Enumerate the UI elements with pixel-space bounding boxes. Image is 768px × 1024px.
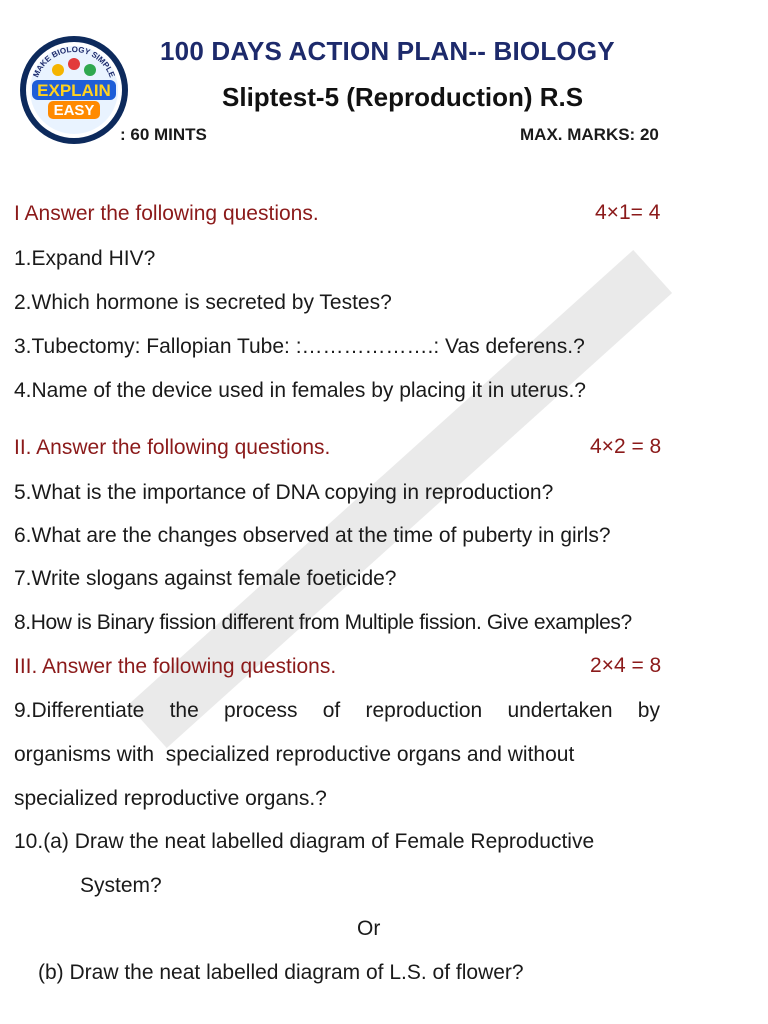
q9-word: undertaken: [507, 699, 613, 722]
logo-top-text: MAKE BIOLOGY SIMPLE: [31, 44, 117, 79]
question-10b: (b) Draw the neat labelled diagram of L.S. of flower?: [38, 961, 524, 984]
page-subtitle: Sliptest-5 (Reproduction) R.S: [222, 82, 584, 112]
logo-main-text-1: EXPLAIN: [37, 81, 111, 100]
question-2: 2.Which hormone is secreted by Testes?: [14, 291, 392, 314]
question-10a-line-2: System?: [80, 874, 162, 897]
explain-easy-logo: [18, 34, 130, 146]
question-10a-line-1: 10.(a) Draw the neat labelled diagram of Female Reproductive: [14, 830, 595, 853]
section-2-heading: II. Answer the following questions.: [14, 436, 331, 459]
question-3: 3.Tubectomy: Fallopian Tube: :……………….: Vas deferens.?: [14, 335, 585, 358]
logo-main-text-2: EASY: [53, 102, 95, 119]
question-9-line-2: organisms with specialized reproductive organs and without: [14, 743, 575, 766]
q9-word: 9.Differentiate: [14, 699, 145, 722]
question-8: 8.How is Binary fission different from Multiple fission. Give examples?: [14, 611, 632, 634]
q9-word: of: [322, 699, 341, 722]
page-title: 100 DAYS ACTION PLAN-- BIOLOGY: [160, 36, 615, 66]
q9-word: the: [169, 699, 199, 722]
section-3-heading: III. Answer the following questions.: [14, 655, 337, 678]
section-1-marks: 4×1= 4: [595, 201, 661, 224]
q9-word: process: [224, 699, 298, 722]
section-2-marks: 4×2 = 8: [590, 435, 662, 458]
question-6: 6.What are the changes observed at the time of puberty in girls?: [14, 524, 611, 547]
question-1: 1.Expand HIV?: [14, 247, 156, 270]
question-9-line-1: [14, 698, 660, 724]
or-separator: Or: [357, 917, 381, 940]
question-5: 5.What is the importance of DNA copying in reproduction?: [14, 481, 554, 504]
question-4: 4.Name of the device used in females by placing it in uterus.?: [14, 379, 586, 402]
question-7: 7.Write slogans against female foeticide?: [14, 567, 397, 590]
question-9-line-3: specialized reproductive organs.?: [14, 787, 327, 810]
max-marks: MAX. MARKS: 20: [520, 125, 659, 144]
time-allowed: : 60 MINTS: [120, 125, 207, 144]
q9-word: by: [637, 699, 660, 722]
section-3-marks: 2×4 = 8: [590, 654, 662, 677]
q9-word: reproduction: [365, 699, 483, 722]
section-1-heading: I Answer the following questions.: [14, 202, 319, 225]
